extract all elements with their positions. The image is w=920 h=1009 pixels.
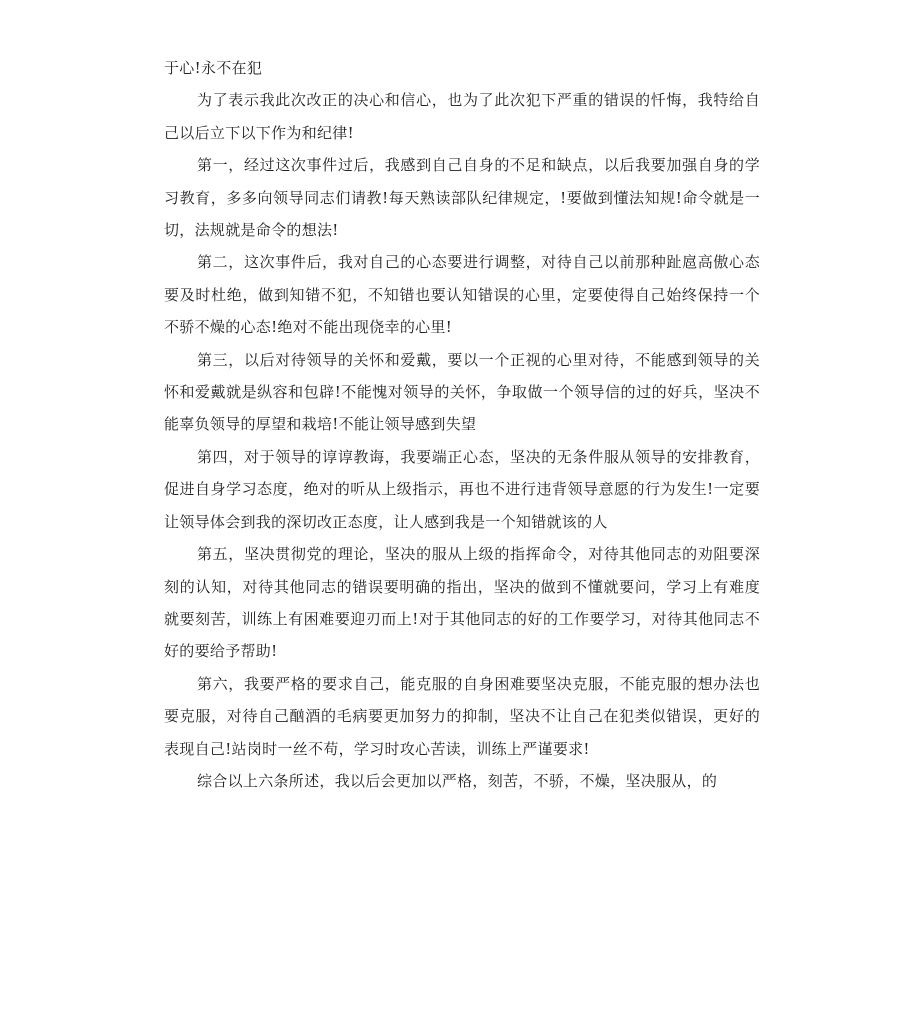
paragraph-first: 第一，经过这次事件过后，我感到自己自身的不足和缺点，以后我要加强自身的学习教育，多多向领导同志们请教!每天熟读部队纪律规定，!要做到懂法知规!命令就是一切，法规就是命令的想法! [164,156,760,240]
paragraph-summary: 综合以上六条所述，我以后会更加以严格，刻苦，不骄，不燥，坚决服从，的 [197,771,718,790]
paragraph-sixth: 第六，我要严格的要求自己，能克服的自身困难要坚决克服，不能克服的想办法也要克服，对待自己酗酒的毛病要更加努力的抑制，坚决不让自己在犯类似错误，更好的表现自己!站岗时一丝不苟，学习时攻心苦读，训练上严谨要求! [164,674,760,758]
document-body [164,52,760,797]
paragraph-third: 第三，以后对待领导的关怀和爱戴，要以一个正视的心里对待，不能感到领导的关怀和爱戴就是纵容和包辟!不能愧对领导的关怀，争取做一个领导信的过的好兵，坚决不能辜负领导的厚望和栽培!不能让领导感到失望 [164,350,760,434]
paragraph-resolution: 为了表示我此次改正的决心和信心，也为了此次犯下严重的错误的忏悔，我特给自己以后立下以下作为和纪律! [164,91,760,142]
paragraph-fourth: 第四，对于领导的谆谆教诲，我要端正心态，坚决的无条件服从领导的安排教育，促进自身学习态度，绝对的听从上级指示，再也不进行违背领导意愿的行为发生!一定要让领导体会到我的深切改正态度，让人感到我是一个知错就该的人 [164,447,760,531]
paragraph-fifth: 第五，坚决贯彻党的理论，坚决的服从上级的指挥命令，对待其他同志的劝阻要深刻的认知，对待其他同志的错误要明确的指出，坚决的做到不懂就要问，学习上有难度就要刻苦，训练上有困难要迎刃而上!对于其他同志的好的工作要学习，对待其他同志不好的要给予帮助! [164,545,760,661]
paragraph-continuation: 于心!永不在犯 [164,59,263,77]
paragraph-second: 第二，这次事件后，我对自己的心态要进行调整，对待自己以前那种趾扈高傲心态要及时杜绝，做到知错不犯，不知错也要认知错误的心里，定要使得自己始终保持一个不骄不燥的心态!绝对不能出现侥幸的心里! [164,253,760,337]
